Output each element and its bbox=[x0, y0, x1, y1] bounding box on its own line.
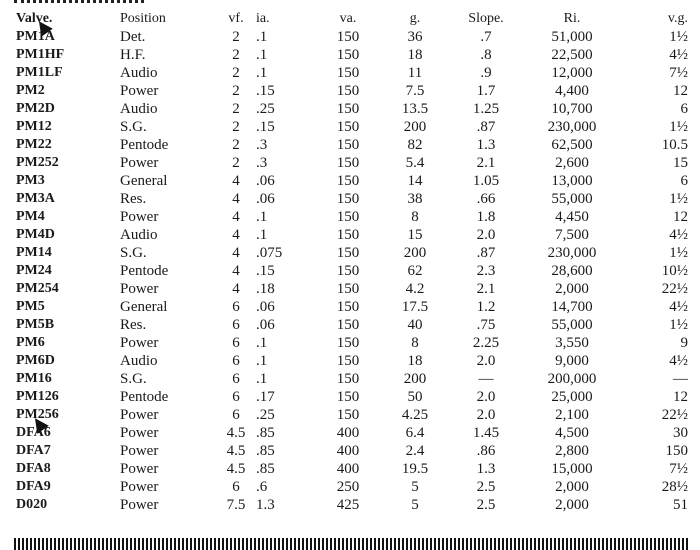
cell-position: Power bbox=[120, 155, 159, 171]
cell-ri: 7,500 bbox=[555, 227, 589, 243]
table-row bbox=[16, 334, 688, 352]
cell-valve: PM5B bbox=[16, 317, 55, 332]
cell-va: 150 bbox=[336, 371, 360, 387]
cell-vf: 6 bbox=[232, 299, 240, 315]
cell-ri: 230,000 bbox=[547, 119, 597, 135]
cell-valve: PM4D bbox=[16, 227, 55, 242]
cell-ia: .18 bbox=[256, 281, 275, 297]
cell-valve: PM254 bbox=[16, 281, 59, 296]
cell-va: 150 bbox=[336, 137, 360, 153]
table-row bbox=[16, 46, 688, 64]
cell-valve: PM5 bbox=[16, 299, 45, 314]
cell-valve: PM2 bbox=[16, 83, 45, 98]
cell-vf: 4 bbox=[232, 263, 240, 279]
bottom-hatched-rule bbox=[14, 538, 690, 550]
cell-position: Audio bbox=[120, 227, 158, 243]
cell-vg: 1½ bbox=[669, 191, 688, 207]
header-ri: Ri. bbox=[563, 11, 581, 26]
cell-ri: 2,800 bbox=[555, 443, 589, 459]
cell-ri: 55,000 bbox=[551, 191, 593, 207]
cell-valve: PM252 bbox=[16, 155, 59, 170]
cell-position: S.G. bbox=[120, 245, 147, 261]
cell-slope: .75 bbox=[476, 317, 496, 333]
cell-g: 50 bbox=[407, 389, 423, 405]
cell-va: 250 bbox=[336, 479, 360, 495]
cell-vg: 12 bbox=[673, 209, 688, 225]
cell-vf: 6 bbox=[232, 389, 240, 405]
cell-vg: 6 bbox=[680, 173, 688, 189]
cell-ia: .06 bbox=[256, 173, 275, 189]
cell-slope: 1.25 bbox=[472, 101, 500, 117]
cell-ri: 2,000 bbox=[555, 479, 589, 495]
cell-vg: 7½ bbox=[669, 65, 688, 81]
table-row bbox=[16, 190, 688, 208]
table-row bbox=[16, 352, 688, 370]
table-row bbox=[16, 388, 688, 406]
cell-vg: 4½ bbox=[669, 353, 688, 369]
cell-valve: PM4 bbox=[16, 209, 45, 224]
cell-va: 150 bbox=[336, 209, 360, 225]
cell-vg: 51 bbox=[673, 497, 688, 513]
cell-g: 15 bbox=[407, 227, 423, 243]
cell-vf: 6 bbox=[232, 317, 240, 333]
cell-slope: 1.45 bbox=[472, 425, 500, 441]
cell-va: 150 bbox=[336, 299, 360, 315]
cell-vf: 6 bbox=[232, 371, 240, 387]
header-position: Position bbox=[120, 11, 166, 26]
cell-position: Audio bbox=[120, 353, 158, 369]
cell-valve: PM16 bbox=[16, 371, 52, 386]
cell-valve: PM24 bbox=[16, 263, 52, 278]
cell-vf: 6 bbox=[232, 407, 240, 423]
cell-ia: .1 bbox=[256, 227, 268, 243]
cell-valve: DFA9 bbox=[16, 479, 51, 494]
table-row bbox=[16, 316, 688, 334]
cell-ia: .1 bbox=[256, 29, 268, 45]
cell-position: Power bbox=[120, 281, 159, 297]
table-row bbox=[16, 100, 688, 118]
cell-ia: .3 bbox=[256, 155, 268, 171]
cell-ri: 2,600 bbox=[555, 155, 589, 171]
table-row bbox=[16, 208, 688, 226]
cell-position: Power bbox=[120, 443, 159, 459]
cell-valve: DFA7 bbox=[16, 443, 51, 458]
cell-g: 200 bbox=[403, 371, 427, 387]
cell-vg: 22½ bbox=[661, 281, 688, 297]
table-row bbox=[16, 226, 688, 244]
cell-ri: 9,000 bbox=[555, 353, 589, 369]
cell-vf: 4 bbox=[232, 227, 240, 243]
cell-valve: PM22 bbox=[16, 137, 52, 152]
table-row bbox=[16, 118, 688, 136]
table-row bbox=[16, 370, 688, 388]
cell-ia: .3 bbox=[256, 137, 268, 153]
cell-ri: 22,500 bbox=[551, 47, 593, 63]
cell-va: 150 bbox=[336, 173, 360, 189]
cell-vg: 12 bbox=[673, 83, 688, 99]
cell-vg: 30 bbox=[673, 425, 688, 441]
cell-vf: 6 bbox=[232, 353, 240, 369]
cell-g: 7.5 bbox=[405, 83, 425, 99]
cell-slope: 2.0 bbox=[476, 227, 496, 243]
header-va: va. bbox=[339, 11, 357, 26]
cell-g: 36 bbox=[407, 29, 423, 45]
cell-slope: 1.2 bbox=[476, 299, 496, 315]
cell-g: 14 bbox=[407, 173, 423, 189]
cell-position: Power bbox=[120, 335, 159, 351]
table-row bbox=[16, 406, 688, 424]
cell-vg: 1½ bbox=[669, 29, 688, 45]
cell-vf: 2 bbox=[232, 137, 240, 153]
cell-slope: 2.1 bbox=[476, 155, 496, 171]
cell-ri: 2,100 bbox=[555, 407, 589, 423]
table-row bbox=[16, 244, 688, 262]
cell-vg: 9 bbox=[680, 335, 688, 351]
cell-ri: 15,000 bbox=[551, 461, 593, 477]
cell-g: 11 bbox=[407, 65, 423, 81]
cell-slope: 1.8 bbox=[476, 209, 496, 225]
cell-slope: — bbox=[478, 371, 494, 387]
cell-vf: 2 bbox=[232, 119, 240, 135]
cell-g: 38 bbox=[407, 191, 423, 207]
cell-vf: 2 bbox=[232, 83, 240, 99]
cell-g: 6.4 bbox=[405, 425, 425, 441]
table-body bbox=[16, 28, 688, 514]
cell-position: Audio bbox=[120, 65, 158, 81]
table-row bbox=[16, 478, 688, 496]
cell-ri: 13,000 bbox=[551, 173, 593, 189]
cell-ri: 200,000 bbox=[547, 371, 597, 387]
cell-ri: 3,550 bbox=[555, 335, 589, 351]
cell-va: 400 bbox=[336, 461, 360, 477]
cell-g: 18 bbox=[407, 47, 423, 63]
cell-vg: 4½ bbox=[669, 299, 688, 315]
cell-va: 150 bbox=[336, 101, 360, 117]
cell-ia: .85 bbox=[256, 443, 275, 459]
cell-position: H.F. bbox=[120, 47, 146, 63]
cell-position: Res. bbox=[120, 191, 147, 207]
cell-position: General bbox=[120, 299, 168, 315]
cell-ia: .06 bbox=[256, 191, 275, 207]
cell-slope: 2.0 bbox=[476, 407, 496, 423]
cell-g: 40 bbox=[407, 317, 423, 333]
cell-va: 400 bbox=[336, 443, 360, 459]
cell-ri: 10,700 bbox=[551, 101, 593, 117]
cell-position: Power bbox=[120, 83, 159, 99]
cell-slope: .87 bbox=[476, 119, 496, 135]
cell-ia: .85 bbox=[256, 425, 275, 441]
cell-vg: 15 bbox=[673, 155, 688, 171]
cell-va: 150 bbox=[336, 155, 360, 171]
cell-slope: 2.5 bbox=[476, 479, 496, 495]
cell-position: Power bbox=[120, 425, 159, 441]
table-row bbox=[16, 460, 688, 478]
cell-g: 82 bbox=[407, 137, 423, 153]
cell-ri: 2,000 bbox=[555, 281, 589, 297]
cell-g: 5 bbox=[411, 479, 419, 495]
cell-vg: 150 bbox=[665, 443, 688, 459]
cell-vf: 4 bbox=[232, 191, 240, 207]
cell-vf: 4 bbox=[232, 281, 240, 297]
cell-vg: 1½ bbox=[669, 317, 688, 333]
cell-vg: 1½ bbox=[669, 245, 688, 261]
cell-ri: 55,000 bbox=[551, 317, 593, 333]
cell-vf: 4 bbox=[232, 209, 240, 225]
cell-valve: PM3 bbox=[16, 173, 45, 188]
header-vg: v.g. bbox=[667, 11, 688, 26]
cell-slope: .8 bbox=[480, 47, 492, 63]
cell-va: 400 bbox=[336, 425, 360, 441]
cell-va: 150 bbox=[336, 335, 360, 351]
cell-valve: PM6D bbox=[16, 353, 55, 368]
cell-slope: 1.7 bbox=[476, 83, 496, 99]
header-ia: ia. bbox=[256, 11, 270, 26]
cell-position: Pentode bbox=[120, 263, 169, 279]
cell-ri: 4,450 bbox=[555, 209, 589, 225]
cell-position: Res. bbox=[120, 317, 147, 333]
cell-g: 18 bbox=[407, 353, 423, 369]
cell-vf: 7.5 bbox=[226, 497, 246, 513]
cell-valve: PM14 bbox=[16, 245, 52, 260]
cell-vf: 4.5 bbox=[226, 425, 246, 441]
cell-vf: 6 bbox=[232, 479, 240, 495]
cell-position: General bbox=[120, 173, 168, 189]
cell-va: 150 bbox=[336, 317, 360, 333]
table-row bbox=[16, 298, 688, 316]
cell-position: S.G. bbox=[120, 119, 147, 135]
top-dotted-rule bbox=[14, 0, 144, 7]
table-row bbox=[16, 28, 688, 46]
table-row bbox=[16, 262, 688, 280]
cell-ia: .1 bbox=[256, 371, 268, 387]
cell-slope: 1.05 bbox=[472, 173, 500, 189]
cell-vf: 2 bbox=[232, 65, 240, 81]
cell-va: 150 bbox=[336, 227, 360, 243]
cell-vg: 4½ bbox=[669, 47, 688, 63]
cell-vg: 28½ bbox=[661, 479, 688, 495]
cell-ia: .1 bbox=[256, 47, 268, 63]
cell-ia: .1 bbox=[256, 353, 268, 369]
valve-data-table bbox=[16, 10, 688, 514]
cell-va: 150 bbox=[336, 407, 360, 423]
cell-g: 13.5 bbox=[401, 101, 429, 117]
cell-ia: .1 bbox=[256, 65, 268, 81]
table-row bbox=[16, 82, 688, 100]
cell-vf: 4 bbox=[232, 173, 240, 189]
cell-ia: .15 bbox=[256, 83, 275, 99]
table-row bbox=[16, 172, 688, 190]
cell-position: S.G. bbox=[120, 371, 147, 387]
table-row bbox=[16, 136, 688, 154]
cell-slope: .66 bbox=[476, 191, 496, 207]
cell-slope: 1.3 bbox=[476, 137, 496, 153]
cell-valve: PM1HF bbox=[16, 47, 65, 62]
cell-position: Power bbox=[120, 479, 159, 495]
cell-g: 8 bbox=[411, 209, 419, 225]
cell-g: 8 bbox=[411, 335, 419, 351]
cell-vg: 4½ bbox=[669, 227, 688, 243]
cell-valve: PM12 bbox=[16, 119, 52, 134]
table-row bbox=[16, 154, 688, 172]
cell-g: 4.2 bbox=[405, 281, 425, 297]
table-row bbox=[16, 424, 688, 442]
cell-valve: PM2D bbox=[16, 101, 55, 116]
cell-ia: .06 bbox=[256, 299, 275, 315]
cell-slope: 1.3 bbox=[476, 461, 496, 477]
cell-va: 425 bbox=[336, 497, 360, 513]
cell-position: Power bbox=[120, 461, 159, 477]
cell-va: 150 bbox=[336, 47, 360, 63]
cell-vf: 2 bbox=[232, 47, 240, 63]
cell-ri: 25,000 bbox=[551, 389, 593, 405]
cell-vg: 1½ bbox=[669, 119, 688, 135]
cell-ri: 2,000 bbox=[555, 497, 589, 513]
cell-slope: .9 bbox=[480, 65, 492, 81]
cell-vf: 4.5 bbox=[226, 461, 246, 477]
cell-ia: .25 bbox=[256, 101, 275, 117]
cell-va: 150 bbox=[336, 65, 360, 81]
cell-position: Pentode bbox=[120, 137, 169, 153]
cell-valve: PM6 bbox=[16, 335, 45, 350]
cell-valve: PM256 bbox=[16, 407, 59, 422]
table-row bbox=[16, 64, 688, 82]
cell-ri: 62,500 bbox=[551, 137, 593, 153]
cell-slope: .7 bbox=[480, 29, 492, 45]
cell-ia: .85 bbox=[256, 461, 275, 477]
cell-ia: .15 bbox=[256, 119, 275, 135]
cell-vg: 10½ bbox=[661, 263, 688, 279]
cell-vf: 2 bbox=[232, 155, 240, 171]
cell-ia: .1 bbox=[256, 209, 268, 225]
cell-va: 150 bbox=[336, 245, 360, 261]
cell-vg: — bbox=[673, 371, 688, 387]
table-row bbox=[16, 280, 688, 298]
cell-va: 150 bbox=[336, 29, 360, 45]
header-row bbox=[16, 10, 688, 28]
cell-va: 150 bbox=[336, 263, 360, 279]
cell-ri: 12,000 bbox=[551, 65, 593, 81]
cell-slope: 2.5 bbox=[476, 497, 496, 513]
cell-valve: PM126 bbox=[16, 389, 59, 404]
cell-position: Audio bbox=[120, 101, 158, 117]
cell-va: 150 bbox=[336, 83, 360, 99]
cell-vf: 4.5 bbox=[226, 443, 246, 459]
cell-vg: 22½ bbox=[661, 407, 688, 423]
cell-vg: 12 bbox=[673, 389, 688, 405]
header-slope: Slope. bbox=[468, 11, 504, 26]
cell-position: Power bbox=[120, 407, 159, 423]
cell-ia: .075 bbox=[256, 245, 283, 261]
cell-ia: .06 bbox=[256, 317, 275, 333]
cell-ri: 230,000 bbox=[547, 245, 597, 261]
cell-vf: 2 bbox=[232, 29, 240, 45]
header-valve: Valve. bbox=[16, 11, 53, 26]
cell-g: 4.25 bbox=[401, 407, 429, 423]
cell-g: 5.4 bbox=[405, 155, 425, 171]
cell-ri: 4,500 bbox=[555, 425, 589, 441]
cell-valve: DFA8 bbox=[16, 461, 51, 476]
cell-position: Power bbox=[120, 209, 159, 225]
cell-ri: 28,600 bbox=[551, 263, 593, 279]
header-vf: vf. bbox=[228, 11, 244, 26]
cell-ri: 51,000 bbox=[551, 29, 593, 45]
cell-va: 150 bbox=[336, 389, 360, 405]
cell-g: 17.5 bbox=[401, 299, 429, 315]
cell-slope: 2.0 bbox=[476, 389, 496, 405]
cell-va: 150 bbox=[336, 353, 360, 369]
cell-ia: .1 bbox=[256, 335, 268, 351]
cell-ia: 1.3 bbox=[256, 497, 275, 513]
cell-vf: 4 bbox=[232, 245, 240, 261]
cell-va: 150 bbox=[336, 191, 360, 207]
table-row bbox=[16, 442, 688, 460]
cell-position: Pentode bbox=[120, 389, 169, 405]
cell-ri: 4,400 bbox=[555, 83, 589, 99]
cell-vf: 6 bbox=[232, 335, 240, 351]
cell-ia: .15 bbox=[256, 263, 275, 279]
cell-vg: 7½ bbox=[669, 461, 688, 477]
cell-ia: .17 bbox=[256, 389, 275, 405]
cell-position: Det. bbox=[120, 29, 146, 45]
header-g: g. bbox=[409, 11, 421, 26]
cell-valve: PM1LF bbox=[16, 65, 63, 80]
cell-vg: 6 bbox=[680, 101, 688, 117]
cell-slope: 2.1 bbox=[476, 281, 496, 297]
cell-slope: .86 bbox=[476, 443, 496, 459]
cell-position: Power bbox=[120, 497, 159, 513]
cell-slope: 2.25 bbox=[472, 335, 500, 351]
cell-slope: 2.3 bbox=[476, 263, 496, 279]
cell-ia: .25 bbox=[256, 407, 275, 423]
cell-valve: D020 bbox=[16, 497, 48, 512]
cell-vg: 10.5 bbox=[661, 137, 688, 153]
cell-g: 200 bbox=[403, 119, 427, 135]
cell-valve: PM3A bbox=[16, 191, 55, 206]
table-row bbox=[16, 496, 688, 514]
cell-ia: .6 bbox=[256, 479, 268, 495]
cell-valve: DFA6 bbox=[16, 425, 51, 440]
cell-ri: 14,700 bbox=[551, 299, 593, 315]
cell-va: 150 bbox=[336, 281, 360, 297]
cell-g: 200 bbox=[403, 245, 427, 261]
cell-valve: PM1A bbox=[16, 29, 55, 44]
cell-slope: 2.0 bbox=[476, 353, 496, 369]
cell-g: 2.4 bbox=[405, 443, 425, 459]
cell-va: 150 bbox=[336, 119, 360, 135]
cell-slope: .87 bbox=[476, 245, 496, 261]
cell-g: 62 bbox=[407, 263, 423, 279]
cell-g: 5 bbox=[411, 497, 419, 513]
cell-vf: 2 bbox=[232, 101, 240, 117]
cell-g: 19.5 bbox=[401, 461, 429, 477]
